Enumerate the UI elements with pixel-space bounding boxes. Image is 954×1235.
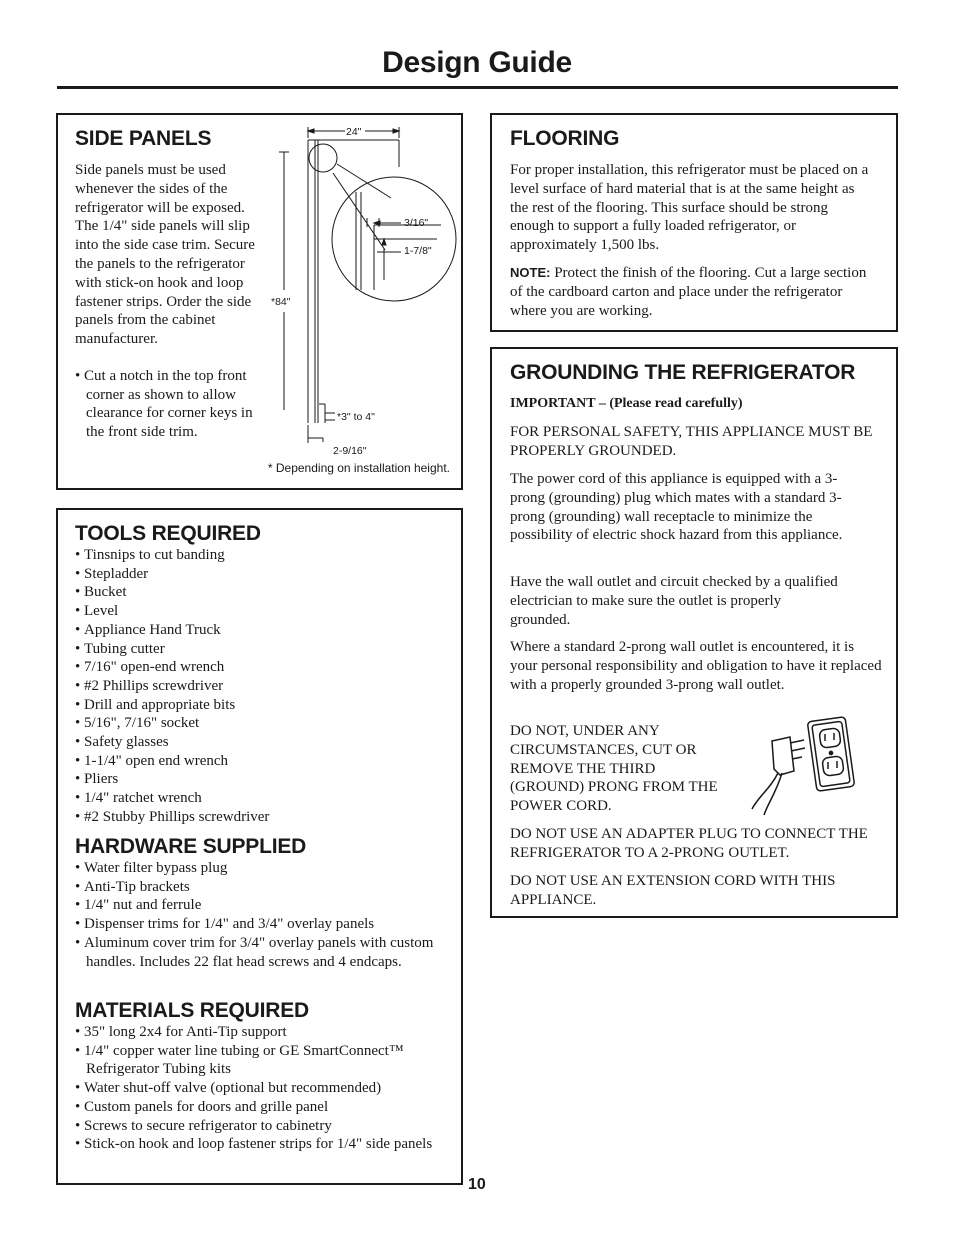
side-panels-bullets: [75, 367, 261, 442]
flooring-heading: FLOORING: [510, 127, 620, 150]
side-panels-body: Side panels must be used whenever the sides of the refrigerator will be exposed. The 1/4" side panels will slip into the side case trim. Secure the panels to the refrigerator with stick-on hook and loop fastener strips. Order the side panels from the cabinet manufacturer.: [75, 162, 255, 348]
hardware-supplied-heading: HARDWARE SUPPLIED: [75, 835, 307, 858]
grounding-p7: DO NOT USE AN EXTENSION CORD WITH THIS APPLIANCE.: [510, 873, 836, 908]
grounding-p2: The power cord of this appliance is equipped with a 3-prong (grounding) plug which mates with a standard 3-prong (grounding) wall receptacle to minimize the possibility of electric shock hazard from this appliance.: [510, 471, 843, 544]
side-panels-box: [56, 113, 463, 490]
materials-item: • Stick-on hook and loop fastener strips for 1/4" side panels: [75, 1135, 435, 1154]
dim-detail-b-label: 1-7/8": [404, 245, 432, 257]
page-number: 10: [468, 1176, 486, 1193]
materials-item: • Screws to secure refrigerator to cabinetry: [75, 1117, 435, 1136]
grounding-p3: Have the wall outlet and circuit checked by a qualified electrician to make sure the outlet is properly grounded.: [510, 574, 838, 628]
dim-width-label: 24": [346, 126, 362, 138]
hardware-item: • Anti-Tip brackets: [75, 878, 435, 897]
side-panels-bullet: • Cut a notch in the top front corner as shown to allow clearance for corner keys in the front side trim.: [75, 367, 261, 442]
grounding-heading: GROUNDING THE REFRIGERATOR: [510, 361, 856, 384]
tools-item: • Tubing cutter: [75, 640, 445, 659]
tools-item: • Tinsnips to cut banding: [75, 546, 445, 565]
tools-item: • 5/16", 7/16" socket: [75, 714, 445, 733]
grounding-p6: DO NOT USE AN ADAPTER PLUG TO CONNECT THE REFRIGERATOR TO A 2-PRONG OUTLET.: [510, 826, 868, 861]
title-rule: [57, 86, 898, 89]
flooring-body: For proper installation, this refrigerator must be placed on a level surface of hard material that is at the same height as the rest of the flooring. This surface should be strong enough to support a fully loaded refrigerator, or approximately 1,500 lbs.: [510, 162, 869, 254]
page-title: Design Guide: [382, 46, 572, 79]
tools-item: • Pliers: [75, 770, 445, 789]
grounding-box: [490, 347, 898, 918]
dim-bottom-label: 2-9/16": [333, 445, 367, 457]
materials-required-list: [75, 1023, 435, 1154]
side-panels-heading: SIDE PANELS: [75, 127, 212, 150]
grounding-p1: FOR PERSONAL SAFETY, THIS APPLIANCE MUST BE PROPERLY GROUNDED.: [510, 424, 873, 459]
dim-gap-label: *3" to 4": [337, 411, 375, 423]
materials-required-heading: MATERIALS REQUIRED: [75, 999, 310, 1022]
hardware-item: • Aluminum cover trim for 3/4" overlay panels with custom handles. Includes 22 flat head screws and 4 endcaps.: [75, 934, 435, 971]
hardware-item: • 1/4" nut and ferrule: [75, 896, 435, 915]
dim-height-label: *84": [271, 296, 291, 308]
grounding-p4: Where a standard 2-prong wall outlet is encountered, it is your personal responsibility and obligation to have it replaced with a properly grounded 3-prong wall outlet.: [510, 639, 882, 693]
tools-required-list: [75, 546, 445, 827]
tools-item: • Bucket: [75, 583, 445, 602]
grounding-p5: DO NOT, UNDER ANY CIRCUMSTANCES, CUT OR REMOVE THE THIRD (GROUND) PRONG FROM THE POWER CORD.: [510, 723, 718, 815]
materials-item: • Water shut-off valve (optional but recommended): [75, 1079, 435, 1098]
grounding-important: IMPORTANT – (Please read carefully): [510, 396, 743, 411]
requirements-box: [56, 508, 463, 1185]
flooring-note: [510, 264, 880, 320]
tools-item: • Level: [75, 602, 445, 621]
side-panels-footnote: * Depending on installation height.: [267, 461, 450, 475]
dim-detail-a-label: 3/16": [404, 217, 429, 229]
tools-item: • 1/4" ratchet wrench: [75, 789, 445, 808]
tools-item: • Safety glasses: [75, 733, 445, 752]
hardware-item: • Water filter bypass plug: [75, 859, 435, 878]
materials-item: • Custom panels for doors and grille panel: [75, 1098, 435, 1117]
materials-item: • 1/4" copper water line tubing or GE SmartConnect™ Refrigerator Tubing kits: [75, 1042, 435, 1079]
hardware-supplied-list: [75, 859, 435, 971]
tools-item: • 7/16" open-end wrench: [75, 658, 445, 677]
tools-item: • 1-1/4" open end wrench: [75, 752, 445, 771]
flooring-note-text: Protect the finish of the flooring. Cut a large section of the cardboard carton and place under the refrigerator where you are working.: [510, 265, 867, 319]
tools-item: • Stepladder: [75, 565, 445, 584]
hardware-item: • Dispenser trims for 1/4" and 3/4" overlay panels: [75, 915, 435, 934]
materials-item: • 35" long 2x4 for Anti-Tip support: [75, 1023, 435, 1042]
flooring-note-label: NOTE:: [510, 265, 551, 280]
grounded-outlet-plug-illustration: [750, 709, 880, 819]
tools-item: • #2 Phillips screwdriver: [75, 677, 445, 696]
tools-required-heading: TOOLS REQUIRED: [75, 522, 261, 545]
tools-item: • Drill and appropriate bits: [75, 696, 445, 715]
side-panel-diagram: [261, 120, 461, 480]
tools-item: • Appliance Hand Truck: [75, 621, 445, 640]
tools-item: • #2 Stubby Phillips screwdriver: [75, 808, 445, 827]
flooring-box: [490, 113, 898, 332]
